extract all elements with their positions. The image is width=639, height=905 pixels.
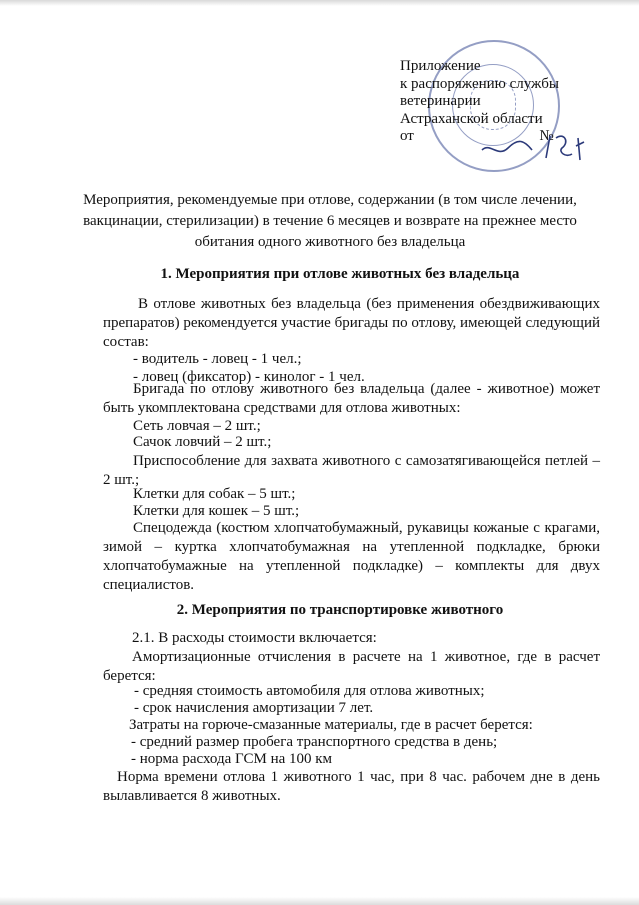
section-2-para: Норма времени отлова 1 животного 1 час, при 8 час. рабочем дне в день вылавливается 8 животных. [103,769,600,804]
appendix-number-label: № [539,128,554,144]
section-2-item: - средний размер пробега транспортного средства в день; [131,734,498,750]
section-1-intro [103,295,600,352]
title-line: Мероприятия, рекомендуемые при отлове, содержании (в том числе лечении, [83,192,577,208]
section-2-item: - срок начисления амортизации 7 лет. [134,700,374,716]
appendix-line: ветеринарии [400,93,481,109]
equipment-item: Спецодежда (костюм хлопчатобумажный, рукавицы кожаные с крагами, зимой – куртка хлопчатобумажная на утепленной подкладке, брюки хлопчатобумажные на утепленной подкладке) – комплекты для двух специалистов. [103,520,600,593]
equipment-item: Приспособление для захвата животного с самозатягивающейся петлей – 2 шт.; [103,453,600,488]
section-2-para: Амортизационные отчисления в расчете на 1 животное, где в расчет берется: [103,649,600,684]
appendix-line: Астраханской области [400,110,543,127]
handwritten-date-signature [480,128,590,168]
appendix-date-prefix: от [400,128,414,144]
section-1-heading: 1. Мероприятия при отлове животных без владельца [160,266,520,282]
equipment-item: Сачок ловчий – 2 шт.; [133,434,272,450]
section-2-para: Затраты на горюче-смазанные материалы, где в расчет берется: [129,717,533,733]
equipment-item: Клетки для кошек – 5 шт.; [133,503,300,519]
section-1-intro-text: В отлове животных без владельца (без применения обездвиживающих препаратов) рекомендуется участие бригады по отлову, имеющей следующий состав: [103,296,600,350]
document-title [80,190,580,253]
crew-item: - водитель - ловец - 1 чел.; [133,351,302,367]
section-2-item: - средняя стоимость автомобиля для отлова животных; [134,683,485,699]
crew-item: - ловец (фиксатор) - кинолог - 1 чел. [133,369,365,385]
equipment-item: Клетки для собак – 5 шт.; [133,486,296,502]
equipment-intro: Бригада по отлову животного без владельца (далее - животное) может быть укомплектована средствами для отлова животных: [103,381,600,416]
scan-edge-bottom [0,897,639,905]
appendix-line: Приложение [400,58,481,74]
scan-edge-top [0,0,639,6]
title-line: вакцинации, стерилизации) в течение 6 месяцев и возврате на прежнее место [83,213,577,229]
title-line: обитания одного животного без владельца [194,234,466,250]
section-2-heading: 2. Мероприятия по транспортировке животного [176,602,504,618]
equipment-item: Сеть ловчая – 2 шт.; [133,418,261,434]
section-2-para: 2.1. В расходы стоимости включается: [132,630,377,646]
appendix-line: к распоряжению службы [400,75,559,92]
section-2-item: - норма расхода ГСМ на 100 км [131,751,333,767]
